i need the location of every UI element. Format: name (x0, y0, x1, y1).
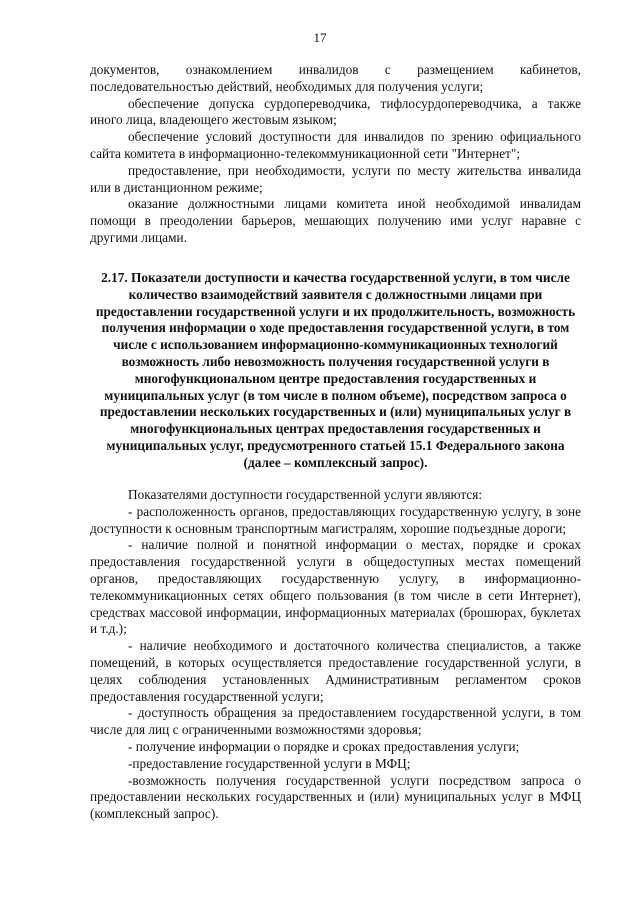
list-item: - доступность обращения за предоставлением государственной услуги, в том числе для лиц с ограниченными возможностями здоровья; (90, 705, 581, 738)
paragraph: предоставление, при необходимости, услуги по месту жительства инвалида или в дистанционном режиме; (90, 162, 581, 195)
list-item: -возможность получения государственной услуги посредством запроса о предоставлении нескольких государственных и (или) муниципальных услуг в МФЦ (комплексный запрос). (90, 772, 581, 822)
indicators-intro: Показателями доступности государственной услуги являются: (128, 487, 483, 502)
list-item: - получение информации о порядке и сроках предоставления услуги; (128, 738, 520, 754)
list-item: - наличие полной и понятной информации о местах, порядке и сроках предоставления государственной услуги в общедоступных местах помещений органов, предоставляющих государственную услугу, в информационно-телекоммуникационных сетях общего пользования (в том числе в сети Интернет), средствах массовой информации, информационных материалах (брошюрах, буклетах и т.д.); (90, 537, 581, 637)
list-item: -предоставление государственной услуги в МФЦ; (128, 755, 411, 771)
accessibility-measures-list (90, 62, 581, 247)
paragraph: документов, ознакомлением инвалидов с размещением кабинетов, последовательностью действий, необходимых для получения услуги; (90, 62, 581, 94)
list-item: - расположенность органов, предоставляющих государственную услугу, в зоне доступности к основным транспортным магистралям, хорошие подъездные дороги; (90, 503, 581, 536)
paragraph: обеспечение допуска сурдопереводчика, тифлосурдопереводчика, а также иного лица, владеющего жестовым языком; (90, 95, 581, 128)
paragraph: оказание должностными лицами комитета иной необходимой инвалидам помощи в преодолении барьеров, мешающих получению ими услуг наравне с другими лицами. (90, 196, 581, 245)
section-heading-text: 2.17. Показатели доступности и качества государственной услуги, в том числе количество взаимодействий заявителя с должностными лицами при предоставлении государственной услуги и их продолжительность, возможность получения информации о ходе предоставления государственной услуги, в том числе с использованием информационно-коммуникационных технологий возможность либо невозможность получения государственной услуги в многофункциональном центре предоставления государственных и муниципальных услуг (в том числе в полном объеме), посредством запроса о предоставлении нескольких государственных и (или) муниципальных услуг в многофункциональных центрах предоставления государственных и муниципальных услуг, предусмотренного статьей 15.1 Федерального закона (далее – комплексный запрос). (95, 270, 576, 470)
paragraph: обеспечение условий доступности для инвалидов по зрению официального сайта комитета в информационно-телекоммуникационной сети "Интернет"; (90, 129, 581, 161)
list-item: - наличие необходимого и достаточного количества специалистов, а также помещений, в которых осуществляется предоставление государственной услуги, в целях соблюдения установленных Административным регламентом сроков предоставления государственной услуги; (90, 638, 581, 704)
section-heading-2-17 (90, 270, 581, 472)
accessibility-indicators-list (90, 487, 581, 823)
page-number: 17 (313, 30, 327, 45)
